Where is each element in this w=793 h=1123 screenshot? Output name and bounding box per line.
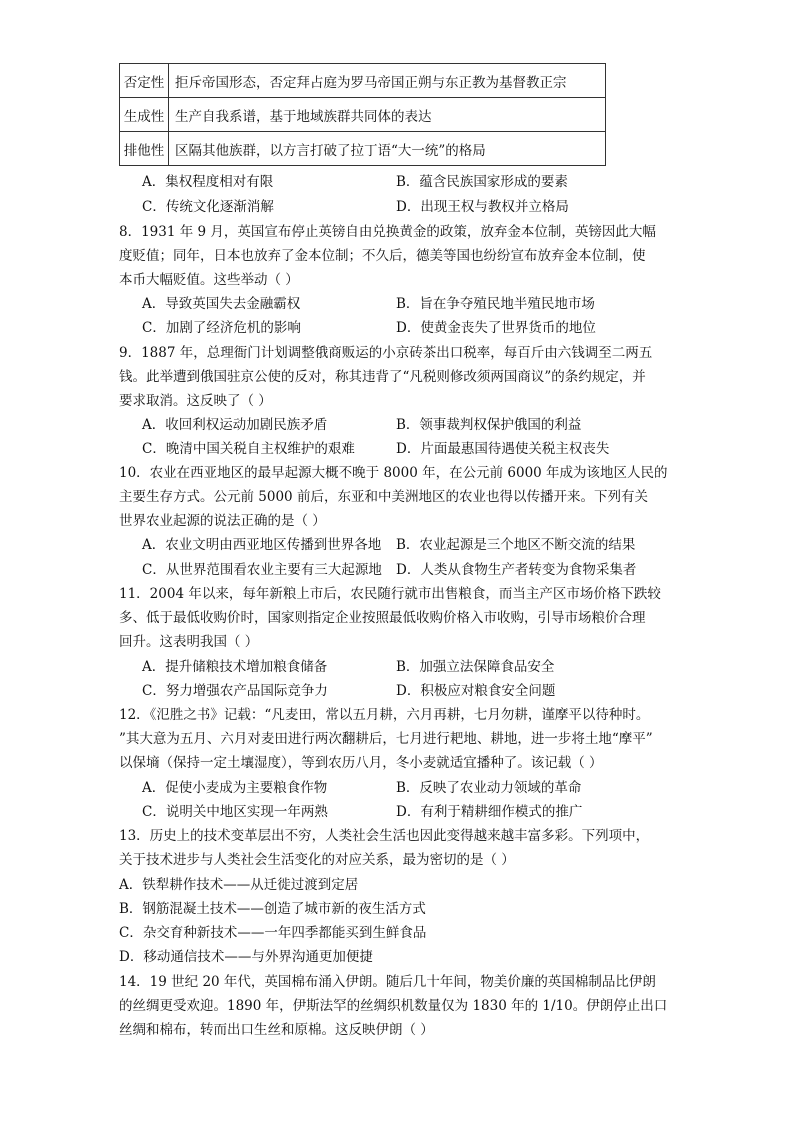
q8-option-c: C．加剧了经济危机的影响 (142, 320, 301, 336)
q10-stem-line: 主要生存方式。公元前 5000 前后，东亚和中美洲地区的农业也得以传播开来。下列有关 (119, 489, 648, 505)
q9-option-b: B．领事裁判权保护俄国的利益 (396, 417, 582, 433)
q9-stem-line: 钱。此举遭到俄国驻京公使的反对，称其违背了“凡税则修改须两国商议”的条约规定，并 (119, 369, 646, 385)
q13-option-b: B．钢筋混凝土技术——创造了城市新的夜生活方式 (119, 901, 426, 917)
q8-stem-line: 8．1931 年 9 月，英国宣布停止英镑自由兑换黄金的政策，放弃金本位制，英镑因此大幅 (119, 224, 656, 240)
q10-option-d: D．人类从食物生产者转变为食物采集者 (396, 562, 637, 578)
q10-option-b: B．农业起源是三个地区不断交流的结果 (396, 537, 636, 553)
table-cell-key: 生成性 (120, 98, 169, 132)
q11-option-c: C．努力增强农产品国际竞争力 (142, 683, 328, 699)
q7-option-d: D．出现王权与教权并立格局 (396, 199, 569, 215)
q12-option-a: A．促使小麦成为主要粮食作物 (142, 780, 328, 796)
q11-option-b: B．加强立法保障食品安全 (396, 659, 555, 675)
q9-stem-line: 要求取消。这反映了（ ） (119, 393, 272, 409)
q13-option-a: A．铁犁耕作技术——从迁徙过渡到定居 (119, 877, 359, 893)
q11-option-d: D．积极应对粮食安全问题 (396, 683, 556, 699)
q8-stem-line: 度贬值；同年，日本也放弃了金本位制；不久后，德美等国也纷纷宣布放弃金本位制，使 (119, 248, 646, 264)
q10-option-a: A．农业文明由西亚地区传播到世界各地 (142, 537, 382, 553)
table-cell-key: 排他性 (120, 132, 169, 166)
q10-option-c: C．从世界范围看农业主要有三大起源地 (142, 562, 382, 578)
q12-option-d: D．有利于精耕细作模式的推广 (396, 804, 583, 820)
q9-option-c: C．晚清中国关税自主权维护的艰难 (142, 441, 355, 457)
q11-stem-line: 回升。这表明我国（ ） (119, 634, 259, 650)
q13-option-c: C．杂交育种新技术——一年四季都能买到生鲜食品 (119, 925, 427, 941)
q12-option-c: C．说明关中地区实现一年两熟 (142, 804, 328, 820)
table-cell-key: 否定性 (120, 64, 169, 98)
q10-stem-line: 世界农业起源的说法正确的是（ ） (119, 513, 326, 529)
q7-option-a: A．集权程度相对有限 (142, 174, 274, 190)
nationalism-feature-table (119, 63, 606, 166)
q12-stem-line: 以保墒（保持一定土壤湿度），等到农历八月，冬小麦就适宜播种了。该记载（ ） (119, 755, 603, 771)
q8-option-b: B．旨在争夺殖民地半殖民地市场 (396, 296, 595, 312)
q8-option-d: D．使黄金丧失了世界货币的地位 (396, 320, 596, 336)
table-cell-value: 拒斥帝国形态，否定拜占庭为罗马帝国正朔与东正教为基督教正宗 (169, 64, 606, 98)
q13-stem-line: 13．历史上的技术变革层出不穷，人类社会生活也因此变得越来越丰富多彩。下列项中， (119, 828, 650, 844)
q14-stem-line: 丝绸和棉布，转而出口生丝和原棉。这反映伊朗（ ） (119, 1022, 434, 1038)
q12-option-b: B．反映了农业动力领域的革命 (396, 780, 582, 796)
table-cell-value: 生产自我系谱，基于地域族群共同体的表达 (169, 98, 606, 132)
table-row (120, 64, 606, 98)
q13-stem-line: 关于技术进步与人类社会生活变化的对应关系，最为密切的是（ ） (119, 852, 515, 868)
q11-option-a: A．提升储粮技术增加粮食储备 (142, 659, 328, 675)
q11-stem-line: 11．2004 年以来，每年新粮上市后，农民随行就市出售粮食，而当主产区市场价格下跌较 (119, 586, 661, 602)
q9-option-a: A．收回利权运动加剧民族矛盾 (142, 417, 328, 433)
q7-option-c: C．传统文化逐渐消解 (142, 199, 274, 215)
q11-stem-line: 多、低于最低收购价时，国家则指定企业按照最低收购价格入市收购，引导市场粮价合理 (119, 610, 646, 626)
q12-stem-line: ”其大意为五月、六月对麦田进行两次翻耕后，七月进行耙地、耕地，进一步将土地“摩平” (119, 731, 653, 747)
q9-stem-line: 9．1887 年，总理衙门计划调整俄商贩运的小京砖茶出口税率，每百斤由六钱调至二两五 (119, 345, 653, 361)
q14-stem-line: 14．19 世纪 20 年代，英国棉布涌入伊朗。随后几十年间，物美价廉的英国棉制品比伊朗 (119, 974, 656, 990)
q10-stem-line: 10．农业在西亚地区的最早起源大概不晚于 8000 年，在公元前 6000 年成为该地区人民的 (119, 465, 668, 481)
q12-stem-line: 12．《氾胜之书》记载：“凡麦田，常以五月耕，六月再耕，七月勿耕，谨摩平以待种时。 (119, 707, 650, 723)
table-row (120, 98, 606, 132)
q14-stem-line: 的丝绸更受欢迎。1890 年，伊斯法罕的丝绸织机数量仅为 1830 年的 1/10。伊朗停止出口 (119, 998, 668, 1014)
q13-option-d: D．移动通信技术——与外界沟通更加便捷 (119, 949, 373, 965)
q7-option-b: B．蕴含民族国家形成的要素 (396, 174, 568, 190)
table-row (120, 132, 606, 166)
table-cell-value: 区隔其他族群，以方言打破了拉丁语“大一统”的格局 (169, 132, 606, 166)
q8-stem-line: 本币大幅贬值。这些举动（ ） (119, 272, 299, 288)
q8-option-a: A．导致英国失去金融霸权 (142, 296, 301, 312)
q9-option-d: D．片面最惠国待遇使关税主权丧失 (396, 441, 610, 457)
